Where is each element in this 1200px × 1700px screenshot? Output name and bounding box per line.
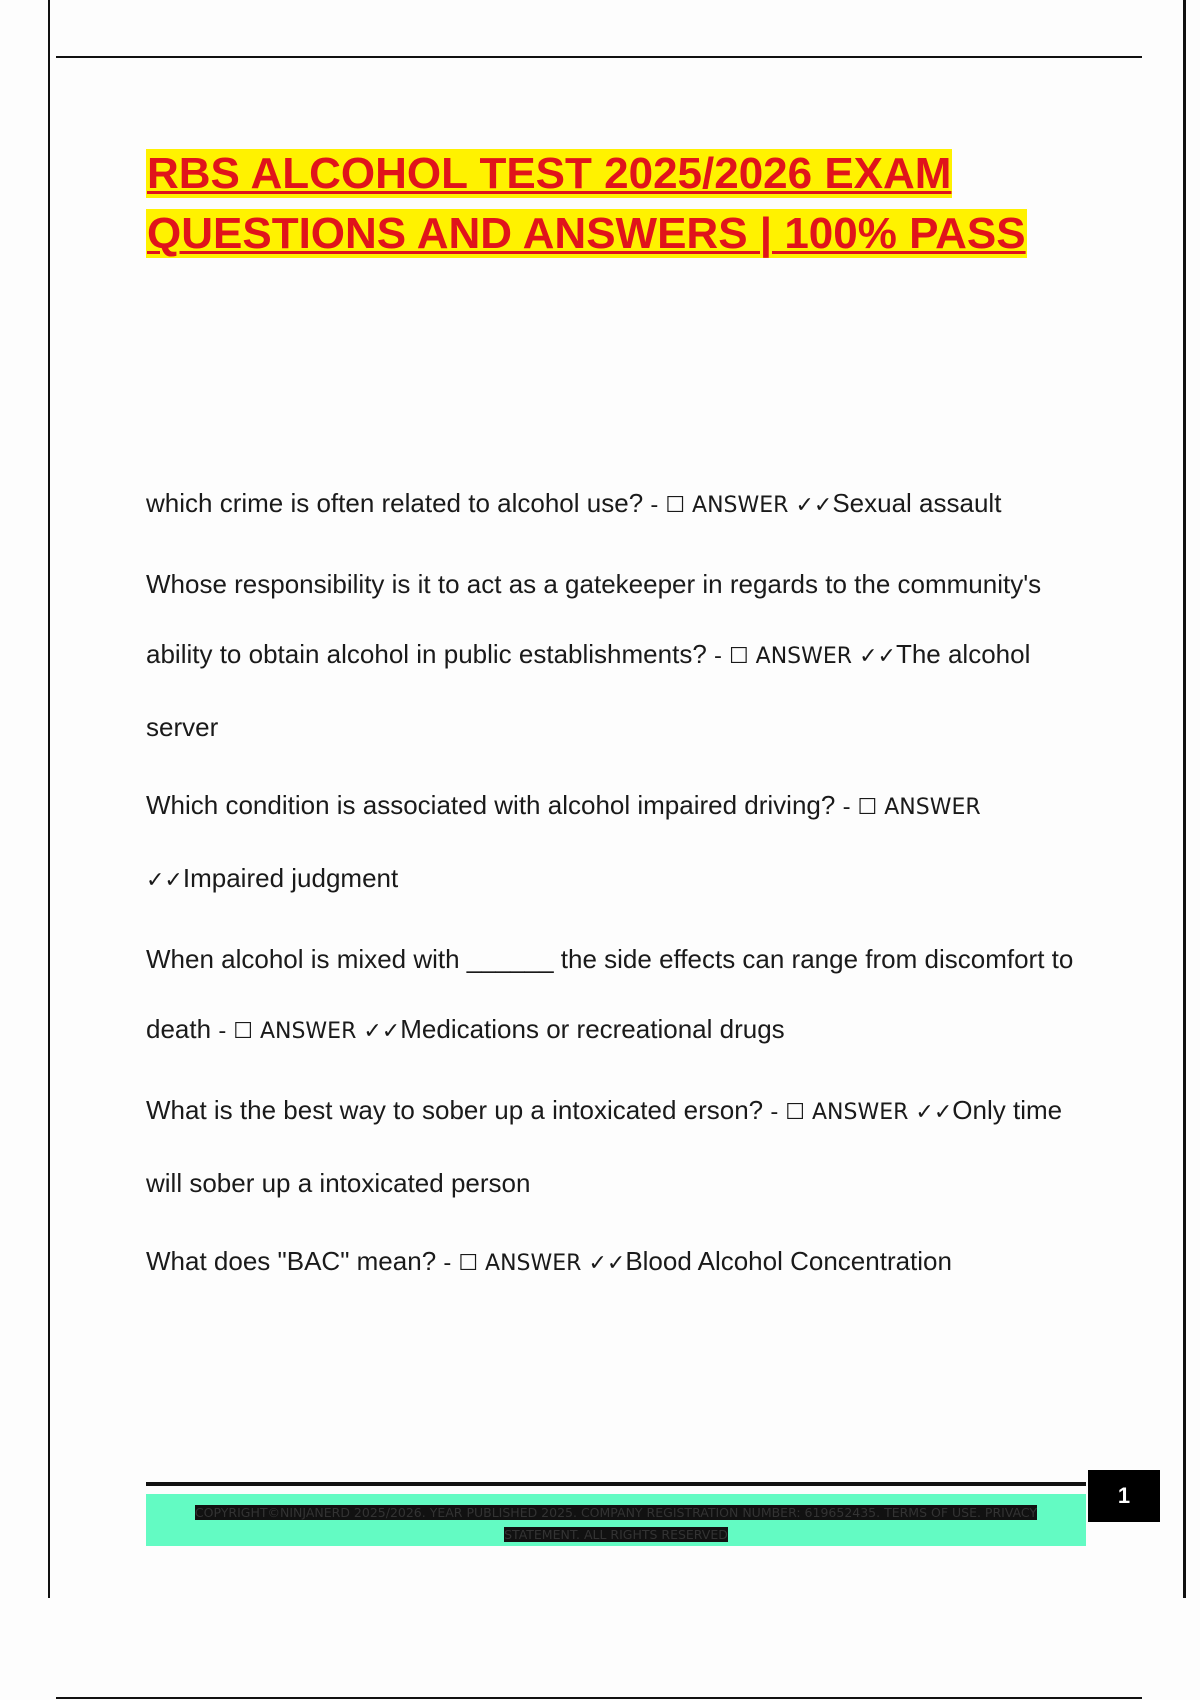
question-text: What is the best way to sober up a intoxicated erson? (146, 1095, 764, 1125)
qa-item (146, 468, 1081, 541)
answer-marker: - ☐ ANSWER ✓✓ (146, 795, 981, 893)
qa-list (146, 468, 1081, 1307)
page-right-border (1183, 0, 1186, 1598)
answer-text: Sexual assault (832, 488, 1002, 518)
qa-item (146, 924, 1081, 1067)
page-number: 1 (1088, 1470, 1160, 1522)
qa-item (146, 770, 1081, 916)
answer-text: Blood Alcohol Concentration (625, 1246, 952, 1276)
next-page-top-divider (56, 1697, 1142, 1699)
qa-item (146, 549, 1081, 762)
answer-marker: - ☐ ANSWER ✓✓ (650, 493, 833, 518)
footer-copyright-text: COPYRIGHT©NINJANERD 2025/2026. YEAR PUBLISHED 2025. COMPANY REGISTRATION NUMBER: 619652435. TERMS OF USE. PRIVACY STATEMENT. ALL RIGHTS RESERVED (194, 1505, 1038, 1542)
answer-text: Impaired judgment (182, 863, 399, 893)
answer-text: Only time will sober up a intoxicated person (146, 1095, 1063, 1198)
question-text: Whose responsibility is it to act as a gatekeeper in regards to the community's ability to obtain alcohol in public establishments? (146, 569, 1042, 669)
document-title-text: RBS ALCOHOL TEST 2025/2026 EXAM QUESTIONS AND ANSWERS | 100% PASS (147, 149, 1026, 258)
answer-text: The alcohol server (146, 639, 1031, 742)
top-divider (56, 56, 1142, 58)
footer-copyright (171, 1502, 1061, 1546)
footer-copyright-band (146, 1494, 1086, 1546)
answer-marker: - ☐ ANSWER ✓✓ (218, 1019, 401, 1044)
answer-marker: - ☐ ANSWER ✓✓ (770, 1100, 953, 1125)
footer-divider (146, 1482, 1086, 1486)
answer-marker: - ☐ ANSWER ✓✓ (714, 644, 896, 669)
question-text: When alcohol is mixed with ______ the side effects can range from discomfort to death (146, 944, 1074, 1044)
answer-marker: - ☐ ANSWER ✓✓ (443, 1251, 626, 1276)
answer-text: Medications or recreational drugs (400, 1014, 785, 1044)
page-left-border (48, 0, 50, 1598)
qa-item (146, 1075, 1081, 1218)
document-title (146, 144, 1046, 264)
question-text: Which condition is associated with alcohol impaired driving? (146, 790, 836, 820)
question-text: What does "BAC" mean? (146, 1246, 437, 1276)
qa-item (146, 1226, 1081, 1299)
question-text: which crime is often related to alcohol use? (146, 488, 644, 518)
